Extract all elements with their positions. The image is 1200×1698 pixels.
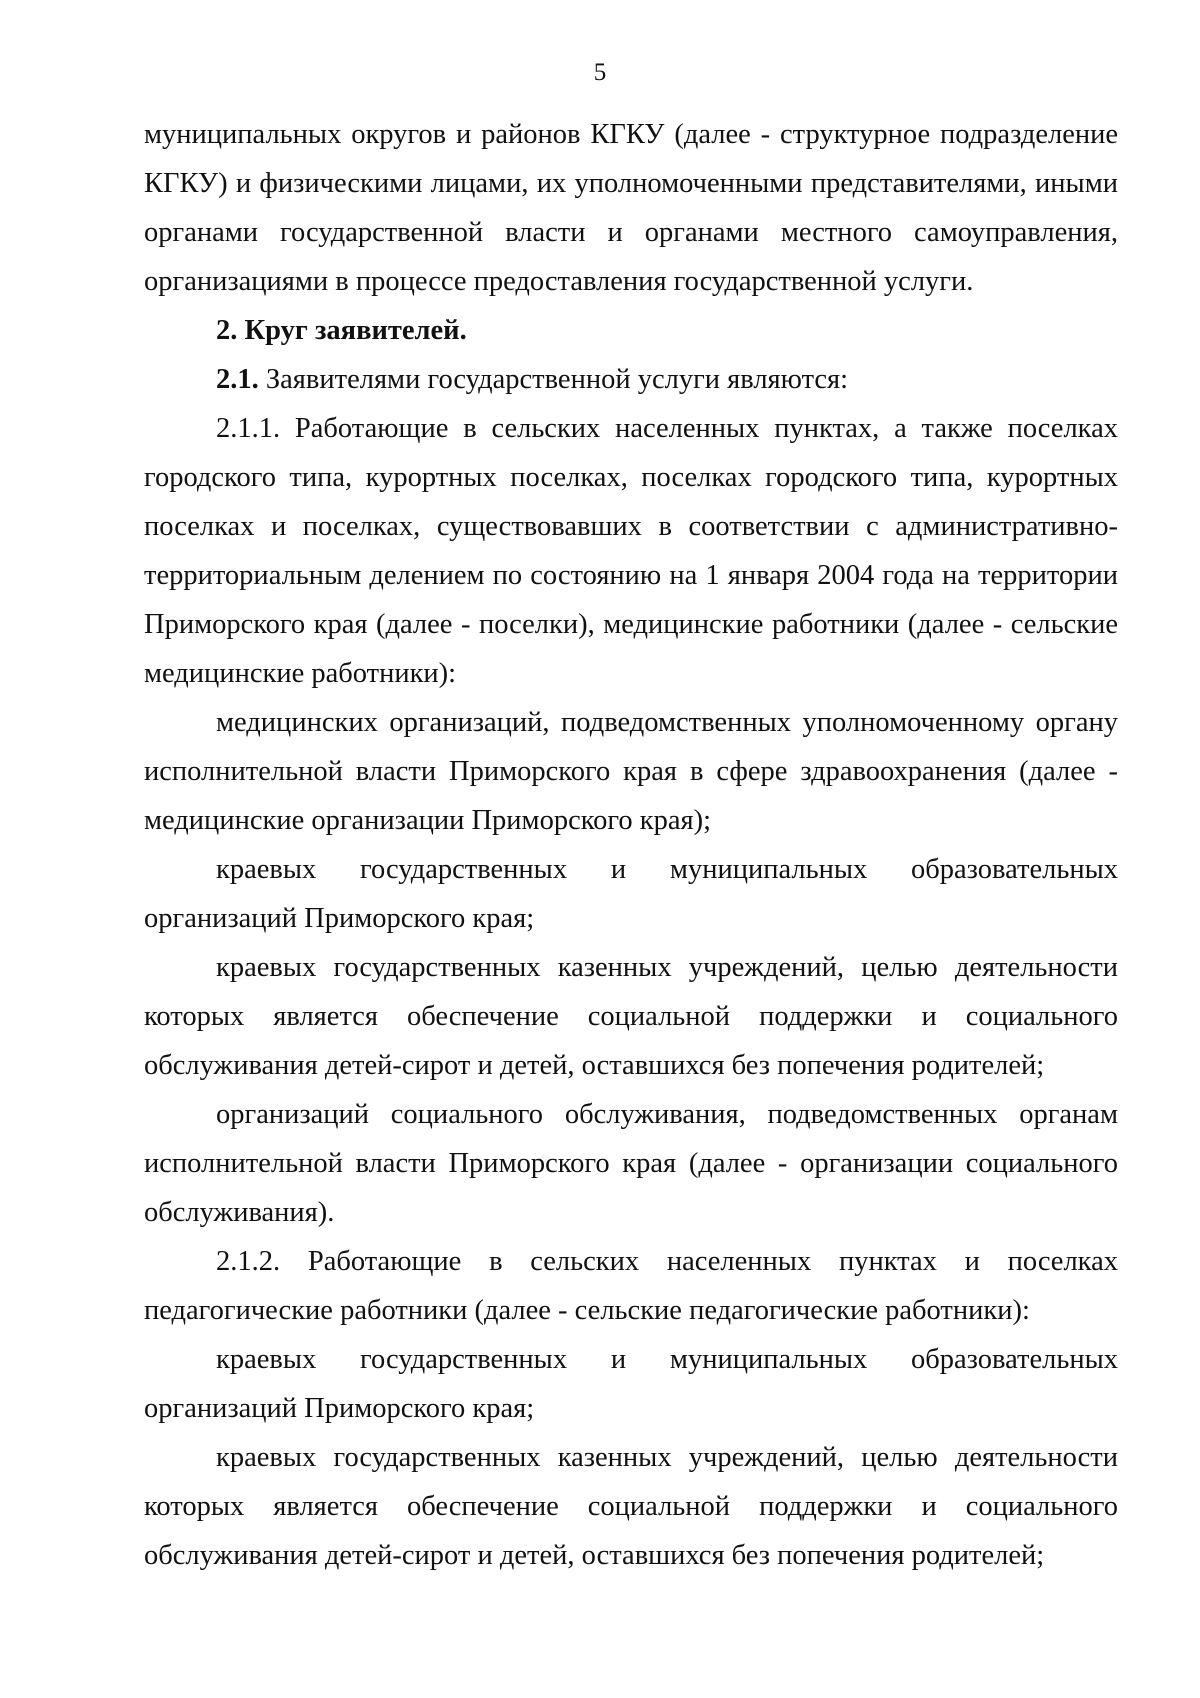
paragraph-2-1-2 [144, 1237, 1118, 1335]
list-item-social-service-organizations [144, 1090, 1118, 1237]
list-item-state-institutions [144, 1433, 1118, 1580]
paragraph-number: 2.1. [216, 364, 259, 395]
paragraph-text: Заявителями государственной услуги являются: [258, 364, 849, 395]
paragraph-text: медицинских организаций, подведомственных уполномоченному органу исполнительной власти Приморского края в сфере здравоохранения (далее - медицинские организации Приморского края); [144, 707, 1118, 836]
section-heading-text: 2. Круг заявителей. [216, 315, 467, 346]
list-item-medical-organizations [144, 698, 1118, 845]
paragraph-text: 2.1.1. Работающие в сельских населенных пунктах, а также поселках городского типа, курортных поселках, поселках городского типа, курортных поселках и поселках, существовавших в соответствии с административно-территориальным делением по состоянию на 1 января 2004 года на территории Приморского края (далее - поселки), медицинские работники (далее - сельские медицинские работники): [144, 413, 1118, 689]
list-item-educational-organizations [144, 845, 1118, 943]
paragraph-text: краевых государственных и муниципальных образовательных организаций Приморского края; [144, 1344, 1118, 1424]
document-body [144, 110, 1118, 1580]
list-item-state-institutions [144, 943, 1118, 1090]
paragraph-text: организаций социального обслуживания, подведомственных органам исполнительной власти Приморского края (далее - организации социального обслуживания). [144, 1099, 1118, 1228]
paragraph-text: 2.1.2. Работающие в сельских населенных пунктах и поселках педагогические работники (далее - сельские педагогические работники): [144, 1246, 1118, 1326]
paragraph-text: краевых государственных казенных учреждений, целью деятельности которых является обеспечение социальной поддержки и социального обслуживания детей-сирот и детей, оставшихся без попечения родителей; [144, 952, 1118, 1081]
paragraph-2-1 [144, 355, 1118, 404]
paragraph-text: краевых государственных и муниципальных образовательных организаций Приморского края; [144, 854, 1118, 934]
page-number: 5 [593, 59, 607, 86]
paragraph-text: краевых государственных казенных учреждений, целью деятельности которых является обеспечение социальной поддержки и социального обслуживания детей-сирот и детей, оставшихся без попечения родителей; [144, 1442, 1118, 1571]
list-item-educational-organizations [144, 1335, 1118, 1433]
paragraph-continuation [144, 110, 1118, 306]
paragraph-2-1-1 [144, 404, 1118, 698]
paragraph-text: муниципальных округов и районов КГКУ (далее - структурное подразделение КГКУ) и физическими лицами, их уполномоченными представителями, иными органами государственной власти и органами местного самоуправления, организациями в процессе предоставления государственной услуги. [144, 119, 1118, 297]
section-heading [144, 306, 1118, 355]
